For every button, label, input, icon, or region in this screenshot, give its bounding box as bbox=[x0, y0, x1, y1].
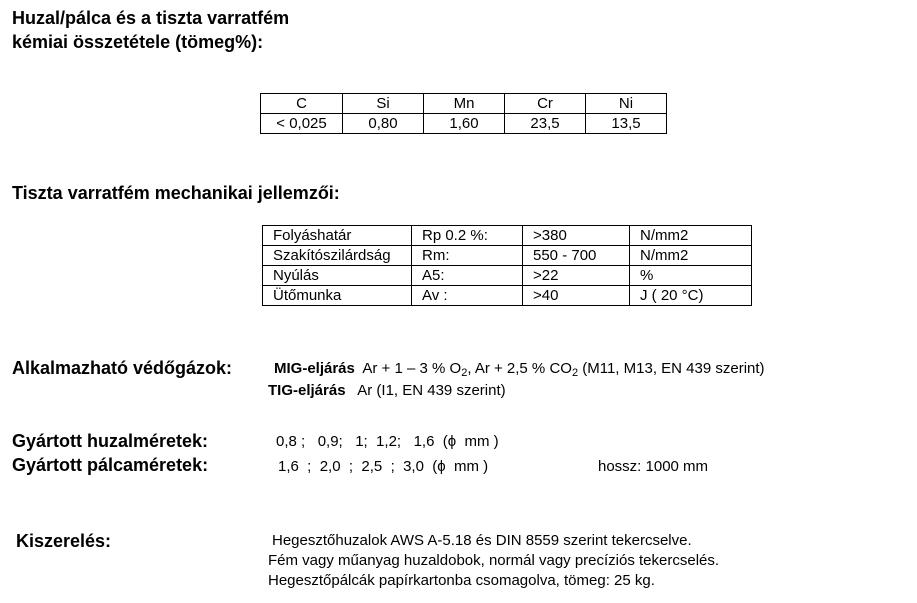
value-cell: >380 bbox=[523, 226, 630, 246]
wire-sizes-values: 0,8 ; 0,9; 1; 1,2; 1,6 (ϕ mm ) bbox=[276, 433, 499, 450]
property-cell: Ütőmunka bbox=[263, 286, 412, 306]
table-row bbox=[263, 266, 752, 286]
composition-value-cell: 0,80 bbox=[343, 114, 424, 134]
wire-sizes-label: Gyártott huzalméretek: bbox=[12, 431, 209, 451]
symbol-cell: Rp 0.2 %: bbox=[412, 226, 523, 246]
mechanical-title: Tiszta varratfém mechanikai jellemzői: bbox=[12, 183, 340, 203]
mig-text-b: , Ar + 2,5 % CO bbox=[467, 360, 572, 377]
gases-label: Alkalmazható védőgázok: bbox=[12, 358, 233, 378]
composition-title-line1: Huzal/pálca és a tiszta varratfém bbox=[12, 8, 290, 28]
rod-sizes-values: 1,6 ; 2,0 ; 2,5 ; 3,0 (ϕ mm ) bbox=[278, 458, 489, 475]
mig-label: MIG-eljárás bbox=[274, 360, 355, 377]
unit-cell: % bbox=[630, 266, 752, 286]
table-row bbox=[263, 226, 752, 246]
mig-sub-b: 2 bbox=[571, 367, 579, 379]
tig-text: Ar (I1, EN 439 szerint) bbox=[357, 382, 506, 399]
packaging-line: Fém vagy műanyag huzaldobok, normál vagy precíziós tekercselés. bbox=[268, 552, 720, 569]
table-row bbox=[263, 246, 752, 266]
symbol-cell: A5: bbox=[412, 266, 523, 286]
mig-sub-a: 2 bbox=[461, 367, 468, 379]
composition-value-cell: 1,60 bbox=[424, 114, 505, 134]
property-cell: Nyúlás bbox=[263, 266, 412, 286]
composition-header-cell: Ni bbox=[586, 94, 667, 114]
value-cell: >40 bbox=[523, 286, 630, 306]
packaging-label: Kiszerelés: bbox=[16, 531, 112, 551]
mechanical-table bbox=[262, 225, 752, 306]
mig-line bbox=[274, 360, 765, 378]
property-cell: Folyáshatár bbox=[263, 226, 412, 246]
symbol-cell: Rm: bbox=[412, 246, 523, 266]
rod-sizes-label: Gyártott pálcaméretek: bbox=[12, 455, 209, 475]
rod-length: hossz: 1000 mm bbox=[598, 458, 709, 475]
composition-header-cell: Si bbox=[343, 94, 424, 114]
table-row bbox=[263, 286, 752, 306]
composition-header-row bbox=[261, 94, 667, 114]
unit-cell: N/mm2 bbox=[630, 246, 752, 266]
unit-cell: J ( 20 °C) bbox=[630, 286, 752, 306]
tig-label: TIG-eljárás bbox=[268, 382, 346, 399]
composition-value-cell: 23,5 bbox=[505, 114, 586, 134]
mig-text-c: (M11, M13, EN 439 szerint) bbox=[578, 360, 765, 377]
composition-value-cell: 13,5 bbox=[586, 114, 667, 134]
composition-value-cell: < 0,025 bbox=[261, 114, 343, 134]
composition-header-cell: C bbox=[261, 94, 343, 114]
value-cell: 550 - 700 bbox=[523, 246, 630, 266]
composition-title-line2: kémiai összetétele (tömeg%): bbox=[12, 32, 264, 52]
symbol-cell: Av : bbox=[412, 286, 523, 306]
packaging-line: Hegesztőpálcák papírkartonba csomagolva, tömeg: 25 kg. bbox=[268, 572, 655, 589]
mig-text-a: Ar + 1 – 3 % O bbox=[362, 360, 462, 377]
packaging-line: Hegesztőhuzalok AWS A-5.18 és DIN 8559 szerint tekercselve. bbox=[272, 532, 692, 549]
property-cell: Szakítószilárdság bbox=[263, 246, 412, 266]
composition-table bbox=[260, 93, 667, 134]
value-cell: >22 bbox=[523, 266, 630, 286]
unit-cell: N/mm2 bbox=[630, 226, 752, 246]
tig-line bbox=[268, 382, 506, 400]
composition-header-cell: Mn bbox=[424, 94, 505, 114]
composition-value-row bbox=[261, 114, 667, 134]
composition-header-cell: Cr bbox=[505, 94, 586, 114]
